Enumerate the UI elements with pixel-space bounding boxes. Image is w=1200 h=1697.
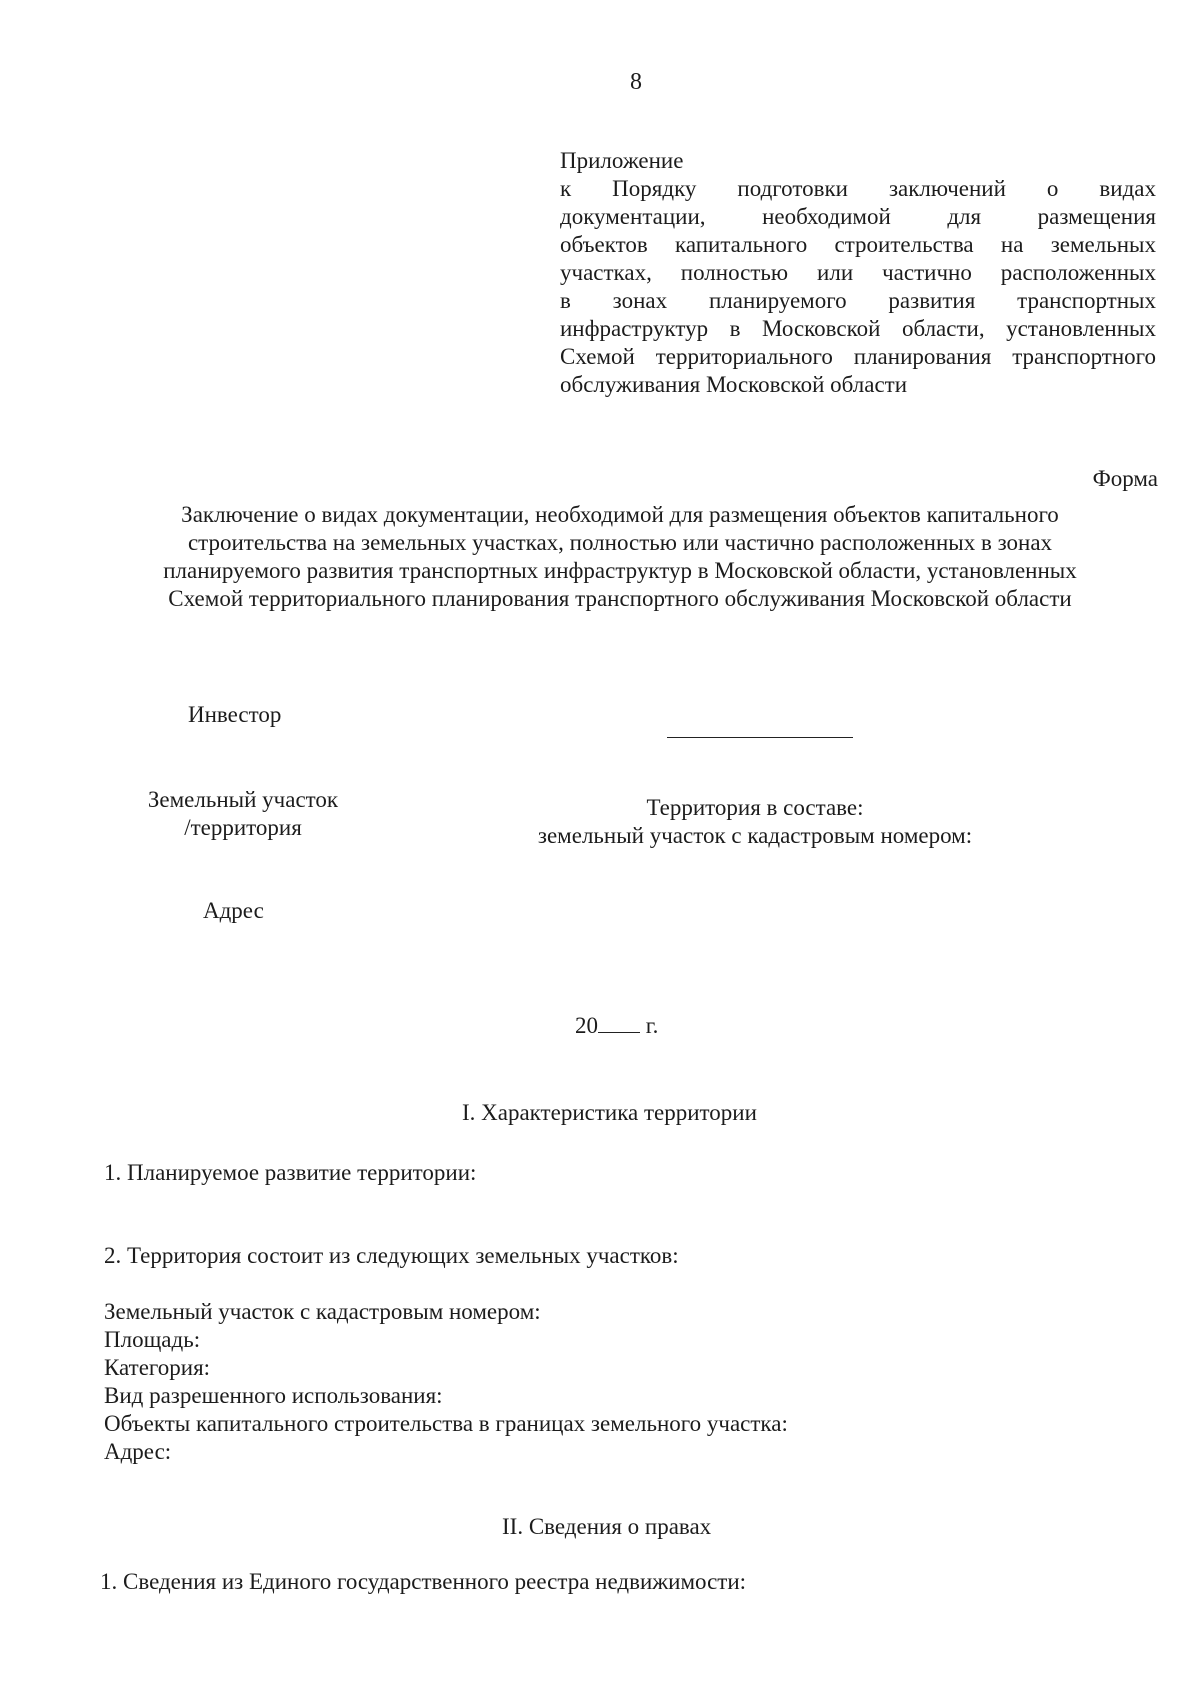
appendix-title: Приложение [560,148,684,173]
territory-info-line: земельный участок с кадастровым номером: [537,823,973,848]
appendix-line: Схемой территориального планирования транспортного [560,344,1156,369]
form-label: Форма [1092,466,1158,491]
plot-detail-category: Категория: [104,1355,211,1380]
territory-info [520,794,990,850]
plot-detail-permitted-use: Вид разрешенного использования: [104,1383,443,1408]
year-line [575,1012,658,1040]
year-prefix: 20 [575,1013,598,1038]
plot-label-line: /территория [184,815,302,840]
appendix-line: инфраструктур в Московской области, установленных [560,316,1156,341]
page-number: 8 [630,69,642,95]
plot-label [138,786,348,842]
plot-detail-address: Адрес: [104,1439,172,1464]
investor-blank-line [667,737,853,738]
plot-detail-cadastral-number: Земельный участок с кадастровым номером: [104,1299,541,1324]
section-1-heading: I. Характеристика территории [462,1100,757,1125]
territory-info-line: Территория в составе: [646,795,864,820]
appendix-line: обслуживания Московской области [560,372,908,397]
appendix-line: документации, необходимой для размещения [560,204,1156,229]
plot-details [104,1298,788,1466]
document-title [120,501,1120,613]
plot-detail-capital-objects: Объекты капитального строительства в границах земельного участка: [104,1411,788,1436]
appendix-line: к Порядку подготовки заключений о видах [560,176,1156,201]
investor-label: Инвестор [188,702,282,727]
plot-detail-area: Площадь: [104,1327,201,1352]
address-label: Адрес [203,898,264,923]
year-suffix: г. [645,1013,659,1038]
document-title-line: Схемой территориального планирования транспортного обслуживания Московской области [168,586,1072,611]
document-title-line: строительства на земельных участках, полностью или частично расположенных в зонах [187,530,1053,555]
appendix-line: в зонах планируемого развития транспортных [560,288,1156,313]
document-title-line: Заключение о видах документации, необходимой для размещения объектов капитального [181,502,1059,527]
year-blank [598,1012,640,1033]
plot-label-line: Земельный участок [147,787,339,812]
item-territory-plots: 2. Территория состоит из следующих земельных участков: [104,1243,679,1268]
item-egrn-info: 1. Сведения из Единого государственного реестра недвижимости: [100,1569,747,1594]
appendix-line: объектов капитального строительства на земельных [560,232,1156,257]
document-title-line: планируемого развития транспортных инфраструктур в Московской области, установленных [163,558,1077,583]
appendix-line: участках, полностью или частично расположенных [560,260,1156,285]
item-planned-development: 1. Планируемое развитие территории: [104,1160,477,1185]
section-2-heading: II. Сведения о правах [502,1514,712,1539]
appendix-block [560,147,1156,399]
